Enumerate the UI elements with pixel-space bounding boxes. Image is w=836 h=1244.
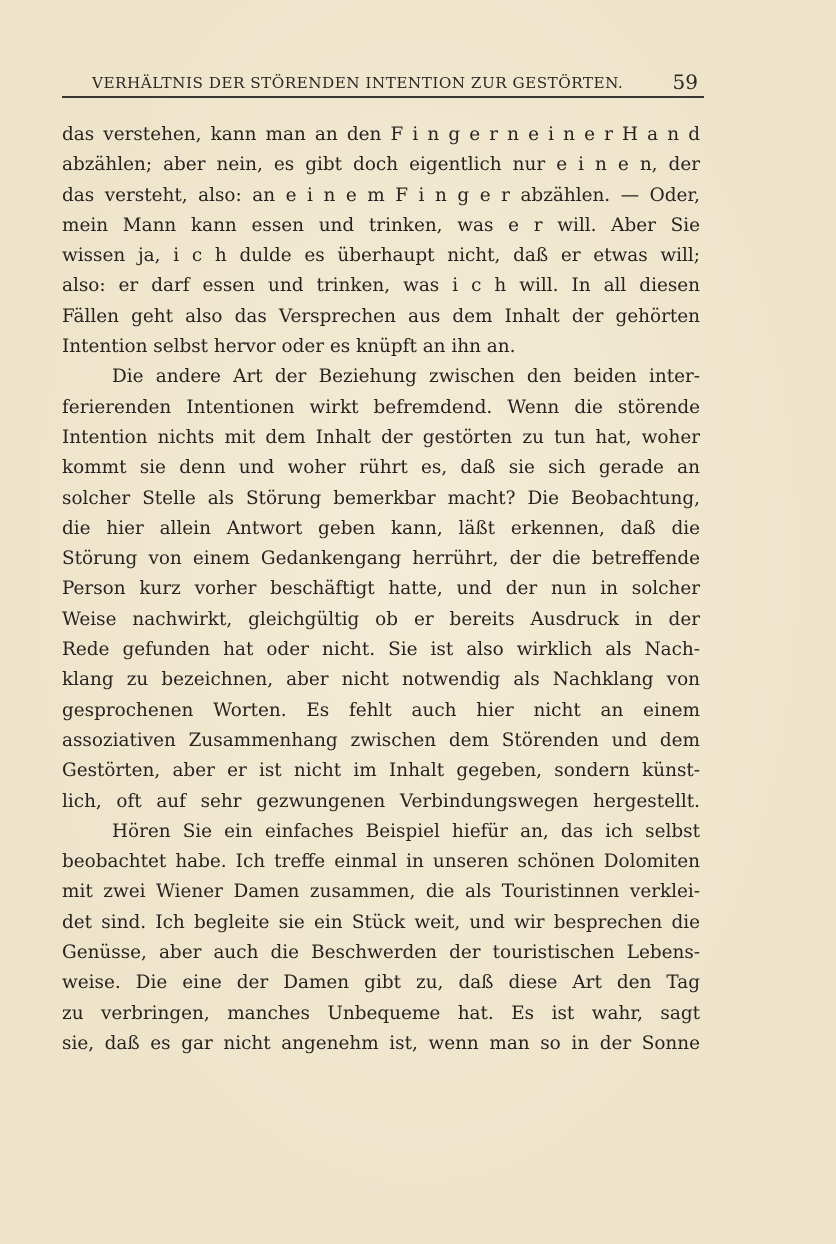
text-line: die hier allein Antwort geben kann, läßt erkennen, daß die <box>62 517 700 539</box>
text-line: Die andere Art der Beziehung zwischen den beiden inter- <box>112 366 700 388</box>
text-line: solcher Stelle als Störung bemerkbar macht? Die Beobachtung, <box>62 487 700 509</box>
header-rule <box>62 96 704 98</box>
text-line: kommt sie denn und woher rührt es, daß sie sich gerade an <box>62 457 700 479</box>
text-line: ferierenden Intentionen wirkt befremdend. Wenn die störende <box>62 396 700 418</box>
text-line: gesprochenen Worten. Es fehlt auch hier nicht an einem <box>62 699 700 721</box>
text-line: Hören Sie ein einfaches Beispiel hiefür an, das ich selbst <box>112 820 700 842</box>
text-line: Gestörten, aber er ist nicht im Inhalt gegeben, sondern künst- <box>62 760 700 782</box>
text-line: zu verbringen, manches Unbequeme hat. Es ist wahr, sagt <box>62 1002 700 1024</box>
text-line: Weise nachwirkt, gleichgültig ob er bereits Ausdruck in der <box>62 608 700 630</box>
text-line: Intention nichts mit dem Inhalt der gestörten zu tun hat, woher <box>62 426 700 448</box>
text-line: Genüsse, aber auch die Beschwerden der touristischen Lebens- <box>62 942 700 964</box>
body-text <box>62 120 700 1059</box>
running-head <box>92 70 704 96</box>
text-line: weise. Die eine der Damen gibt zu, daß diese Art den Tag <box>62 972 700 994</box>
text-line: mein Mann kann essen und trinken, was e r will. Aber Sie <box>62 214 700 236</box>
text-line: Person kurz vorher beschäftigt hatte, und der nun in solcher <box>62 578 700 600</box>
text-line: Rede gefunden hat oder nicht. Sie ist also wirklich als Nach- <box>62 639 700 661</box>
text-line: lich, oft auf sehr gezwungenen Verbindungswegen hergestellt. <box>62 790 700 812</box>
text-line: abzählen; aber nein, es gibt doch eigentlich nur e i n e n, der <box>62 154 700 176</box>
text-line: klang zu bezeichnen, aber nicht notwendig als Nachklang von <box>62 669 700 691</box>
text-line: wissen ja, i c h dulde es überhaupt nicht, daß er etwas will; <box>62 245 700 267</box>
text-line: das versteht, also: an e i n e m F i n g e r abzählen. — Oder, <box>62 184 700 206</box>
text-line: det sind. Ich begleite sie ein Stück weit, und wir besprechen die <box>62 911 700 933</box>
text-line: mit zwei Wiener Damen zusammen, die als Touristinnen verklei- <box>62 881 700 903</box>
page-number: 59 <box>672 70 698 94</box>
text-line: das verstehen, kann man an den F i n g e r n e i n e r H a n d <box>62 124 700 145</box>
text-line: Störung von einem Gedankengang herrührt, der die betreffende <box>62 548 700 570</box>
text-line: sie, daß es gar nicht angenehm ist, wenn man so in der Sonne <box>62 1032 700 1054</box>
running-head-title: VERHÄLTNIS DER STÖRENDEN INTENTION ZUR GESTÖRTEN. <box>92 74 624 92</box>
text-line: also: er darf essen und trinken, was i c h will. In all diesen <box>62 275 700 297</box>
text-line: Intention selbst hervor oder es knüpft an ihn an. <box>62 336 516 358</box>
text-line: assoziativen Zusammenhang zwischen dem Störenden und dem <box>62 729 700 751</box>
text-line: beobachtet habe. Ich treffe einmal in unseren schönen Dolomiten <box>62 851 700 873</box>
text-line: Fällen geht also das Versprechen aus dem Inhalt der gehörten <box>62 305 700 327</box>
